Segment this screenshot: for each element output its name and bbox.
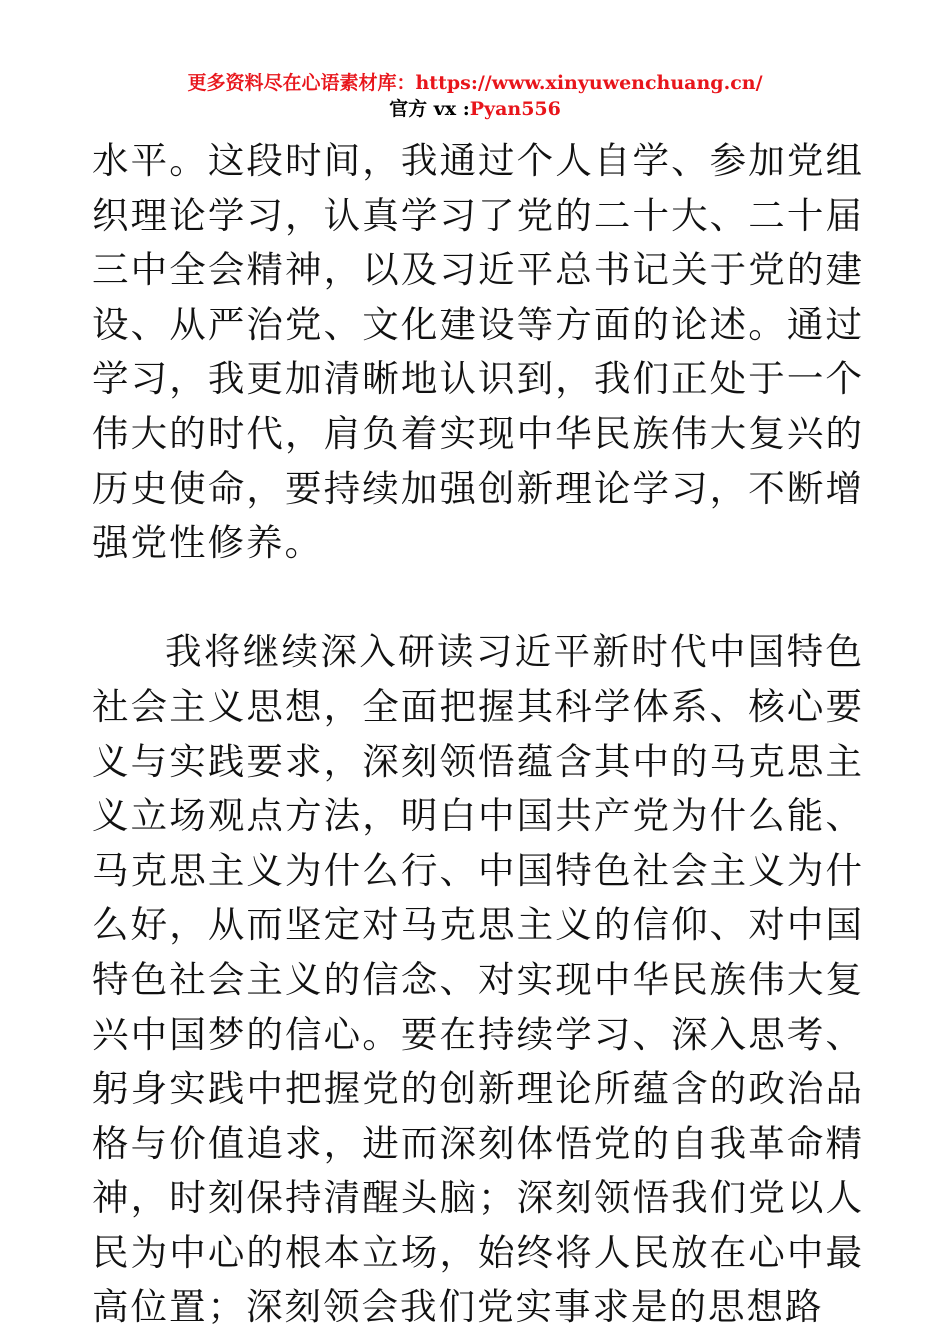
document-body	[92, 134, 864, 1335]
header-contact-handle: Pyan556	[469, 98, 561, 120]
header-contact-label: 官方 vx :	[389, 98, 470, 120]
page-header	[0, 70, 950, 122]
header-promo-text: 更多资料尽在心语素材库：https://www.xinyuwenchuang.cn/	[187, 72, 763, 94]
body-paragraph: 我将继续深入研读习近平新时代中国特色社会主义思想，全面把握其科学体系、核心要义与实践要求，深刻领悟蕴含其中的马克思主义立场观点方法，明白中国共产党为什么能、马克思主义为什么行、中国特色社会主义为什么好，从而坚定对马克思主义的信仰、对中国特色社会主义的信念、对实现中华民族伟大复兴中国梦的信心。要在持续学习、深入思考、躬身实践中把握党的创新理论所蕴含的政治品格与价值追求，进而深刻体悟党的自我革命精神，时刻保持清醒头脑；深刻领悟我们党以人民为中心的根本立场，始终将人民放在心中最高位置；深刻领会我们党实事求是的思想路	[92, 630, 864, 1329]
body-paragraph: 水平。这段时间，我通过个人自学、参加党组织理论学习，认真学习了党的二十大、二十届三中全会精神，以及习近平总书记关于党的建设、从严治党、文化建设等方面的论述。通过学习，我更加清晰地认识到，我们正处于一个伟大的时代，肩负着实现中华民族伟大复兴的历史使命，要持续加强创新理论学习，不断增强党性修养。	[92, 139, 864, 565]
header-contact	[0, 96, 950, 122]
